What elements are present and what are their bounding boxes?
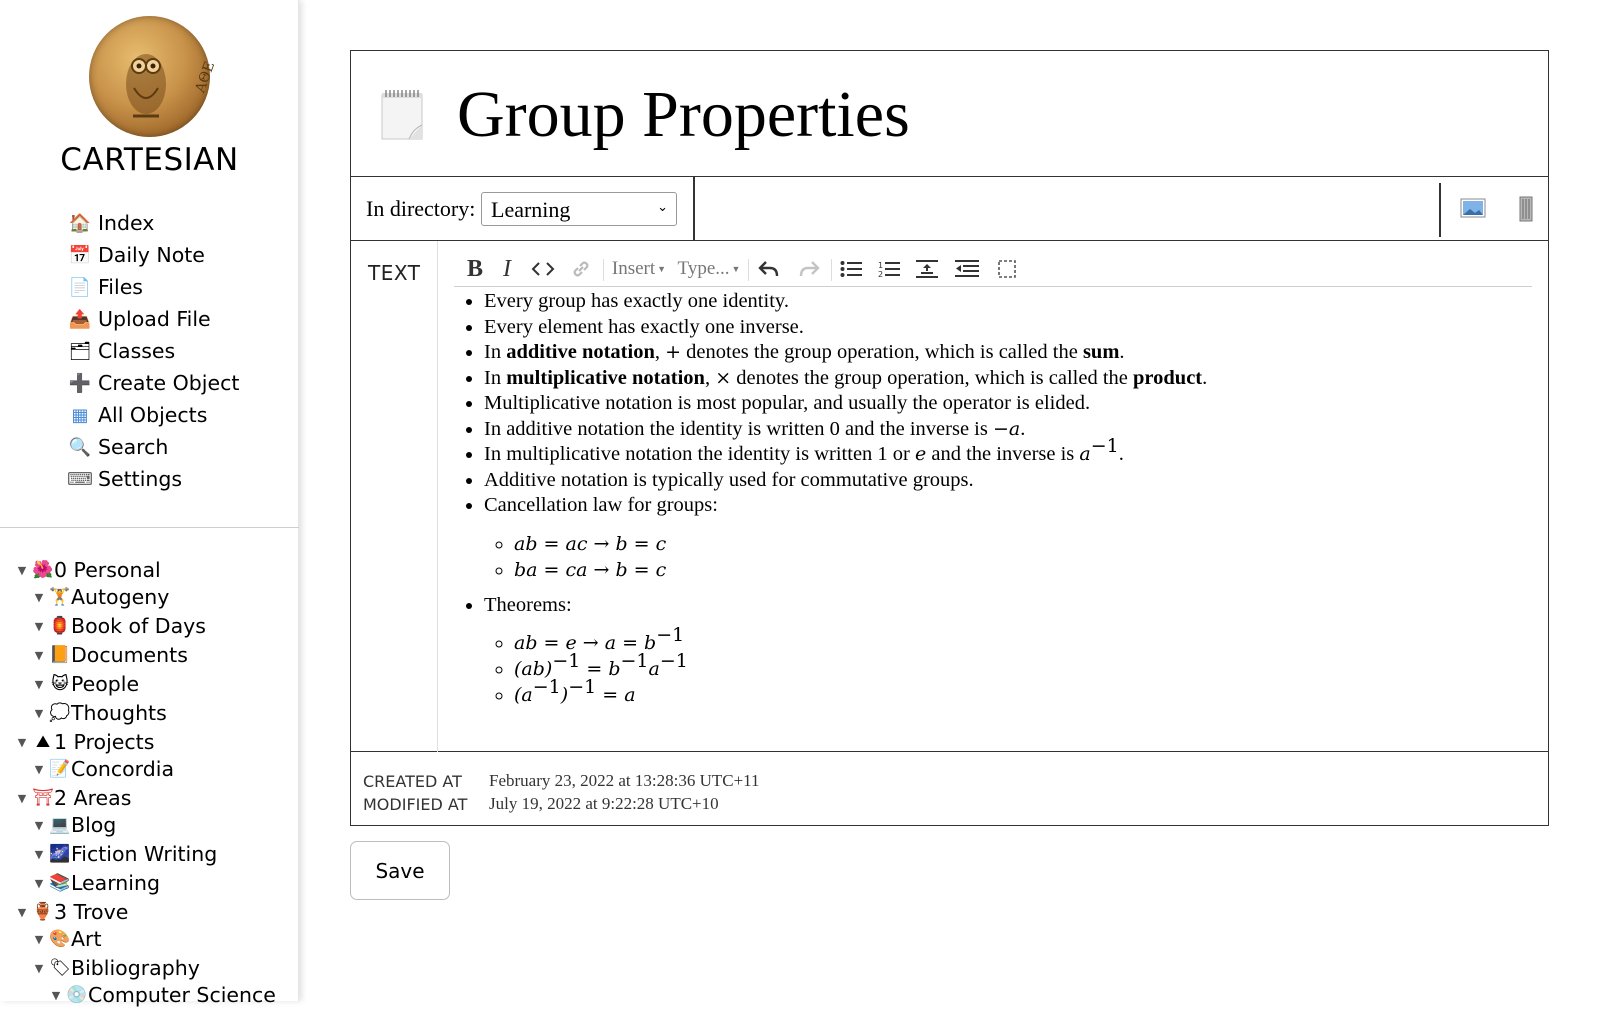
tree-item-projects[interactable]	[14, 728, 154, 756]
tree-item-label: Book of Days	[71, 614, 206, 638]
list-item	[484, 315, 1532, 341]
nav-all-objects[interactable]	[68, 399, 239, 431]
books-icon: 📚	[49, 873, 71, 893]
list-item-text: and the inverse is	[926, 443, 1080, 465]
house-icon: 🏠	[68, 212, 92, 234]
tree-item-label: People	[71, 672, 140, 696]
list-item	[484, 289, 1532, 315]
expand-triangle-icon[interactable]: ▼	[17, 905, 27, 919]
comma: ,	[654, 341, 666, 363]
expand-triangle-icon[interactable]: ▼	[34, 706, 44, 720]
list-item	[514, 531, 1532, 557]
expand-triangle-icon[interactable]: ▼	[34, 762, 44, 776]
created-at-value: February 23, 2022 at 13:28:36 UTC+11	[489, 771, 760, 790]
math-expression: e	[915, 443, 927, 465]
orange-book-icon: 📙	[49, 645, 71, 665]
period: .	[1118, 443, 1124, 465]
nav-create-object[interactable]	[68, 367, 239, 399]
field-separator	[437, 241, 438, 752]
numbered-list-icon	[878, 260, 900, 278]
toolbar-separator	[603, 259, 604, 281]
bullet-list-button[interactable]	[838, 256, 864, 282]
tree-item-trove[interactable]	[14, 898, 128, 926]
tree-item-label: Bibliography	[71, 956, 200, 980]
bold-button[interactable]: B	[466, 255, 483, 282]
math-expression: −a	[992, 417, 1021, 440]
directory-select[interactable]	[481, 192, 677, 226]
expand-triangle-icon[interactable]: ▼	[34, 590, 44, 604]
list-item	[484, 593, 1532, 709]
tree-item-blog[interactable]	[31, 811, 116, 839]
hibiscus-icon: 🌺	[32, 560, 54, 580]
row-separator	[1439, 183, 1441, 237]
math-exponent: −1	[659, 650, 688, 673]
list-item-text: Theorems:	[484, 593, 572, 616]
list-item	[484, 417, 1532, 443]
plus-icon: ➕	[68, 372, 92, 394]
nav-label: Classes	[98, 339, 176, 363]
expand-triangle-icon[interactable]: ▼	[34, 876, 44, 890]
weightlifter-icon: 🏋	[49, 587, 71, 607]
galaxy-icon: 🌌	[49, 844, 71, 864]
math-exponent: −1	[620, 650, 649, 673]
editor-toolbar	[454, 253, 1532, 287]
modified-at-value: July 19, 2022 at 9:22:28 UTC+10	[489, 794, 719, 813]
owl-coin-icon	[89, 16, 219, 137]
select-block-button[interactable]	[994, 256, 1020, 282]
nav-label: Files	[98, 275, 143, 299]
math-exponent: −1	[568, 676, 597, 699]
tree-item-personal[interactable]	[14, 556, 161, 584]
list-item-text: Every group has exactly one identity.	[484, 290, 789, 312]
tree-item-label: Learning	[71, 871, 160, 895]
undo-button[interactable]	[756, 256, 782, 282]
file-icon: 📄	[68, 276, 92, 298]
list-item-text: denotes the group operation, which is called the	[731, 366, 1134, 389]
tree-item-label: 1 Projects	[54, 730, 155, 754]
list-item	[484, 493, 1532, 583]
math-exponent: −1	[1090, 435, 1119, 458]
link-icon	[570, 258, 592, 280]
text-field-row	[351, 241, 1548, 752]
tree-item-label: 3 Trove	[54, 900, 129, 924]
nav-label: Create Object	[98, 371, 240, 395]
list-item-text: Cancellation law for groups:	[484, 494, 718, 516]
code-icon	[532, 261, 554, 277]
type-dropdown[interactable]	[676, 256, 742, 282]
list-item	[514, 676, 1532, 708]
tree-item-label: Computer Science	[88, 983, 276, 1007]
outdent-icon	[955, 259, 979, 279]
redo-icon	[798, 259, 820, 279]
laptop-icon: 💻	[49, 815, 71, 835]
nav-daily-note[interactable]	[68, 239, 239, 271]
caret-down-icon: ▼	[657, 264, 667, 274]
tree-item-documents[interactable]	[31, 641, 188, 669]
expand-triangle-icon[interactable]: ▼	[17, 563, 27, 577]
math-expression: ab = e → a = b	[514, 632, 657, 654]
expand-triangle-icon[interactable]: ▼	[34, 677, 44, 691]
notepad-icon	[379, 89, 425, 141]
sidebar-divider	[0, 527, 299, 528]
site-logo[interactable]	[89, 16, 219, 137]
tree-item-concordia[interactable]	[31, 755, 174, 783]
thought-bubble-icon: 💭	[49, 703, 71, 723]
caret-down-icon: ▼	[731, 264, 741, 274]
redo-button[interactable]	[796, 256, 822, 282]
nav-label: Settings	[98, 467, 183, 491]
period: .	[1202, 366, 1208, 389]
save-button[interactable]: Save	[350, 841, 450, 900]
math-exponent: −1	[532, 676, 561, 699]
list-item	[484, 391, 1532, 417]
chevron-down-icon: ⌄	[657, 200, 668, 215]
svg-text:2: 2	[878, 270, 884, 279]
label-tag-icon: 🏷	[49, 958, 71, 978]
expand-triangle-icon[interactable]: ▼	[51, 988, 61, 1002]
tree-item-thoughts[interactable]	[31, 699, 167, 727]
palette-icon: 🎨	[49, 929, 71, 949]
list-item-text: Multiplicative notation is most popular, and usually the operator is elided.	[484, 392, 1091, 414]
list-item-text: In	[484, 366, 507, 389]
directory-label: In directory:	[366, 196, 476, 221]
main-nav	[68, 207, 239, 495]
math-expression: a	[648, 658, 660, 680]
math-plus: +	[665, 341, 682, 363]
tree-item-label: 0 Personal	[54, 558, 161, 582]
tree-item-label: Fiction Writing	[71, 842, 218, 866]
outdent-button[interactable]	[954, 256, 980, 282]
math-expression: a	[1079, 443, 1091, 465]
list-item	[484, 468, 1532, 494]
tree-item-book-of-days[interactable]	[31, 612, 206, 640]
metadata-row	[351, 752, 1548, 827]
keyboard-icon: ⌨	[67, 468, 93, 490]
list-item-text: In multiplicative notation the identity is written 1 or	[484, 443, 915, 465]
math-expression: = a	[596, 684, 636, 706]
torii-gate-icon: ⛩	[32, 788, 54, 808]
bold-term: multiplicative notation	[506, 366, 705, 389]
site-name[interactable]: CARTESIAN	[60, 142, 239, 178]
list-item-text: Every element has exactly one inverse.	[484, 315, 804, 338]
svg-text:AΘE: AΘE	[192, 59, 219, 95]
tree-item-areas[interactable]	[14, 784, 131, 812]
column-layout-icon[interactable]	[1515, 195, 1537, 223]
tree-item-people[interactable]	[31, 670, 139, 698]
period: .	[1020, 417, 1026, 440]
upload-icon: 📤	[68, 308, 92, 330]
expand-triangle-icon[interactable]: ▼	[34, 932, 44, 946]
expand-triangle-icon[interactable]: ▼	[34, 648, 44, 662]
math-expression: ab = ac → b = c	[514, 532, 667, 555]
object-form	[350, 50, 1549, 826]
directory-select-value: Learning	[491, 197, 571, 222]
tree-item-label: Thoughts	[71, 701, 167, 725]
list-item-text: denotes the group operation, which is called the	[681, 341, 1083, 363]
indent-button[interactable]	[914, 256, 940, 282]
math-expression: ba = ca → b = c	[514, 558, 667, 581]
nav-label: All Objects	[98, 403, 208, 427]
list-item	[514, 650, 1532, 682]
list-item-text: In	[484, 341, 507, 363]
list-item-text: Additive notation is typically used for commutative groups.	[484, 468, 974, 491]
comma: ,	[704, 366, 716, 389]
period: .	[1119, 341, 1125, 363]
nav-classes[interactable]	[68, 335, 239, 367]
numbered-list-button[interactable]	[876, 256, 902, 282]
title-row	[351, 51, 1548, 177]
nav-search[interactable]	[68, 431, 239, 463]
nav-label: Index	[98, 211, 155, 235]
bold-term: sum	[1082, 341, 1120, 363]
toolbar-separator	[748, 259, 749, 281]
cat-face-icon: 😺	[51, 674, 69, 694]
bold-term: additive notation	[506, 341, 655, 363]
insert-dropdown[interactable]	[610, 256, 668, 282]
tree-item-fiction-writing[interactable]	[31, 840, 217, 868]
mountain-icon: ⛰	[35, 732, 51, 752]
lantern-icon: 🏮	[49, 616, 71, 636]
math-expression: (a	[514, 684, 533, 706]
nav-files[interactable]	[68, 271, 239, 303]
tree-item-bibliography[interactable]	[31, 954, 200, 982]
row-separator	[693, 177, 695, 241]
math-expression: = b	[580, 658, 621, 680]
expand-triangle-icon[interactable]: ▼	[17, 735, 27, 749]
sidebar	[0, 0, 299, 1007]
italic-button[interactable]: I	[503, 255, 511, 282]
sub-list	[484, 624, 1532, 708]
expand-triangle-icon[interactable]: ▼	[34, 847, 44, 861]
tree-item-learning[interactable]	[31, 869, 160, 897]
tree-item-label: Concordia	[71, 757, 175, 781]
disc-icon: 💿	[66, 985, 88, 1005]
memo-icon: 📝	[49, 759, 71, 779]
expand-triangle-icon[interactable]: ▼	[34, 961, 44, 975]
bullet-list-icon	[840, 260, 862, 278]
tree-item-computer-science[interactable]	[48, 981, 276, 1009]
dashed-box-icon	[997, 259, 1017, 279]
tree-item-art[interactable]	[31, 925, 102, 953]
math-times: ×	[715, 366, 732, 389]
nav-label: Upload File	[98, 307, 211, 331]
link-button[interactable]	[568, 256, 594, 282]
tree-item-label: Blog	[71, 813, 117, 837]
created-at-label: CREATED AT	[363, 772, 462, 791]
toolbar-separator	[831, 259, 832, 281]
classes-icon: 🗂	[68, 340, 92, 362]
tree-item-autogeny[interactable]	[31, 583, 169, 611]
bold-term: product	[1133, 366, 1203, 389]
code-button[interactable]	[530, 256, 556, 282]
modified-at-label: MODIFIED AT	[363, 795, 468, 814]
amphora-icon: 🏺	[32, 902, 54, 922]
tree-item-label: 2 Areas	[54, 786, 132, 810]
search-icon: 🔍	[68, 436, 92, 458]
nav-label: Search	[98, 435, 169, 459]
expand-triangle-icon[interactable]: ▼	[34, 619, 44, 633]
tree-item-label: Autogeny	[71, 585, 170, 609]
math-expression: )	[560, 684, 569, 706]
type-label: Type...	[677, 258, 730, 279]
calendar-icon: 📅	[68, 244, 92, 266]
nav-label: Daily Note	[98, 243, 205, 267]
list-item	[484, 340, 1532, 366]
svg-text:1: 1	[878, 261, 884, 270]
expand-triangle-icon[interactable]: ▼	[34, 818, 44, 832]
tree-item-label: Documents	[71, 643, 188, 667]
math-expression: (ab)	[514, 658, 553, 680]
page-title[interactable]: Group Properties	[457, 78, 910, 151]
undo-icon	[758, 259, 780, 279]
list-item	[514, 557, 1532, 583]
text-field-label: TEXT	[368, 261, 421, 285]
rich-text-editor[interactable]	[454, 289, 1532, 718]
list-item	[484, 366, 1532, 392]
math-exponent: −1	[552, 650, 581, 673]
insert-label: Insert	[611, 258, 656, 279]
list-item-text: In additive notation the identity is written 0 and the inverse is	[484, 417, 993, 440]
nav-settings[interactable]	[68, 463, 239, 495]
expand-triangle-icon[interactable]: ▼	[17, 791, 27, 805]
indent-icon	[916, 259, 938, 279]
image-icon[interactable]	[1459, 196, 1487, 220]
list-item	[484, 435, 1532, 468]
grid-icon: ▦	[71, 404, 89, 426]
directory-row	[351, 177, 1548, 241]
bullet-list	[454, 289, 1532, 708]
math-exponent: −1	[656, 624, 685, 647]
nav-upload-file[interactable]	[68, 303, 239, 335]
nav-index[interactable]	[68, 207, 239, 239]
sub-list	[484, 531, 1532, 583]
tree-item-label: Art	[71, 927, 102, 951]
